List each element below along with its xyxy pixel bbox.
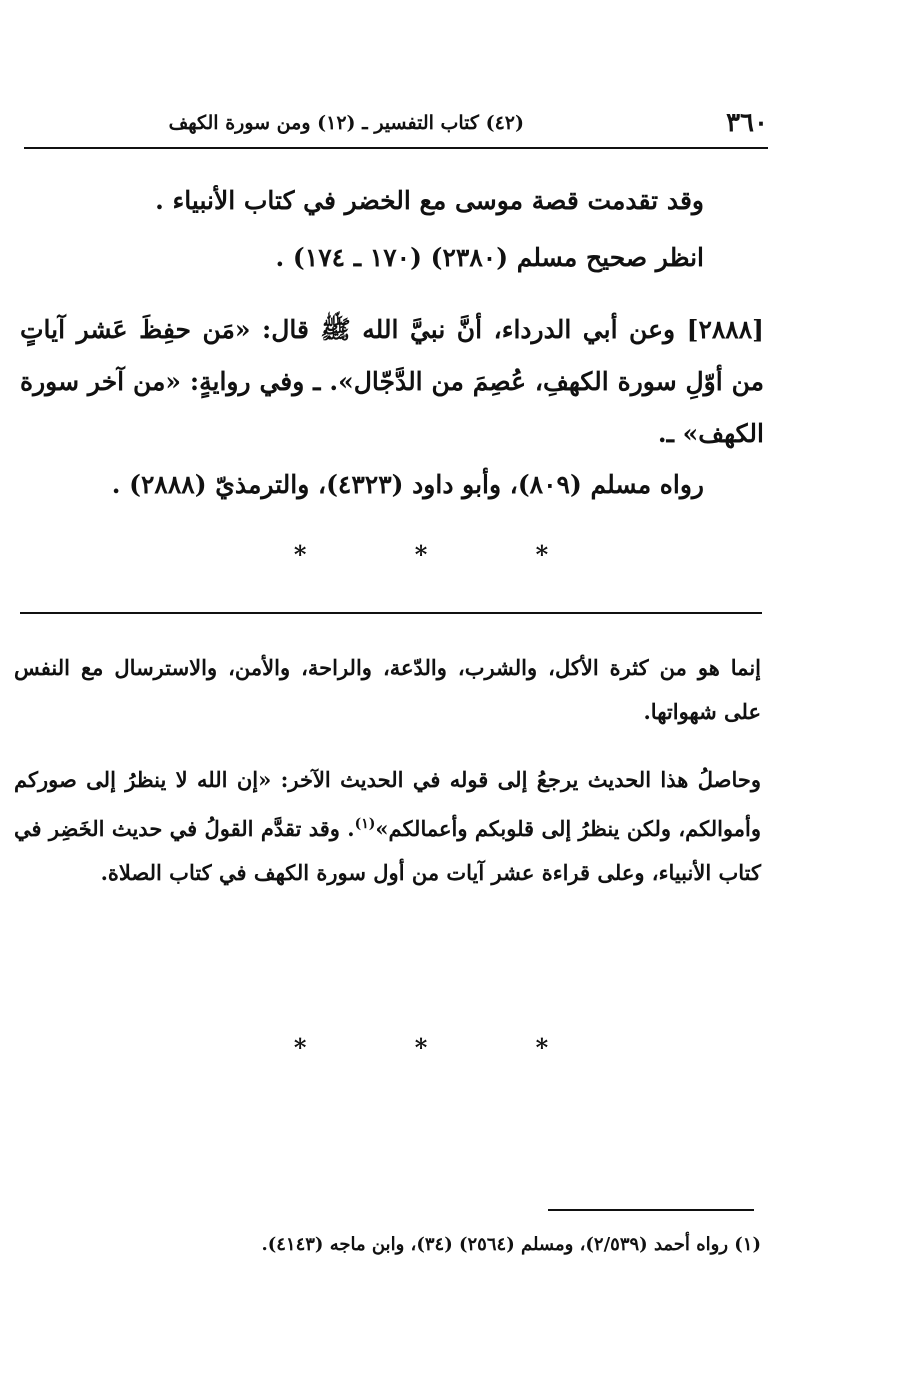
commentary-paragraph-2-continuation: . وقد تقدَّم القولُ في حديث الخَضِر في كتاب الأنبياء، وعلى قراءة عشر آيات من أول سورة الكهف في كتاب الصلاة. [14,816,761,885]
commentary-divider [20,612,762,614]
commentary-paragraph-2-text: وحاصلُ هذا الحديث يرجعُ إلى قوله في الحديث الآخر: «إن الله لا ينظرُ إلى صوركم وأموالكم، ولكن ينظرُ إلى قلوبكم وأعمالكم» [14,767,761,841]
commentary-paragraph-2 [14,758,761,895]
main-paragraph-1: وقد تقدمت قصة موسى مع الخضر في كتاب الأنبياء . [155,186,704,215]
hadith-takhrij: رواه مسلم (٨٠٩)، وأبو داود (٤٣٢٣)، والترمذيّ (٢٨٨٨) . [111,470,704,499]
footnote-divider [548,1209,754,1211]
hadith-text: [٢٨٨٨] وعن أبي الدرداء، أنَّ نبيَّ الله ﷺ قال: «مَن حفِظَ عَشر آياتٍ من أوّلِ سورة الكهفِ، عُصِمَ من الدَّجّال». ـ وفي روايةٍ: «من آخر سورة الكهف» ـ. [20,315,764,448]
commentary-separator-stars: * * * [293,1033,599,1062]
footnote-1: (١) رواه أحمد (٢/٥٣٩)، ومسلم (٢٥٦٤) (٣٤)، وابن ماجه (٤١٤٣). [261,1234,761,1255]
page-header [24,108,768,146]
running-title: (٤٢) كتاب التفسير ـ (١٢) ومن سورة الكهف [168,112,524,134]
page-number: ٣٦٠ [726,108,768,138]
main-paragraph-2: انظر صحيح مسلم (٢٣٨٠) (١٧٠ ـ ١٧٤) . [275,243,704,272]
header-divider [24,147,768,149]
footnote-reference: (١) [354,816,376,832]
section-separator-stars: * * * [293,540,599,569]
commentary-paragraph-1: إنما هو من كثرة الأكل، والشرب، والدّعة، والراحة، والأمن، والاسترسال مع النفس على شهواتها. [14,655,761,724]
